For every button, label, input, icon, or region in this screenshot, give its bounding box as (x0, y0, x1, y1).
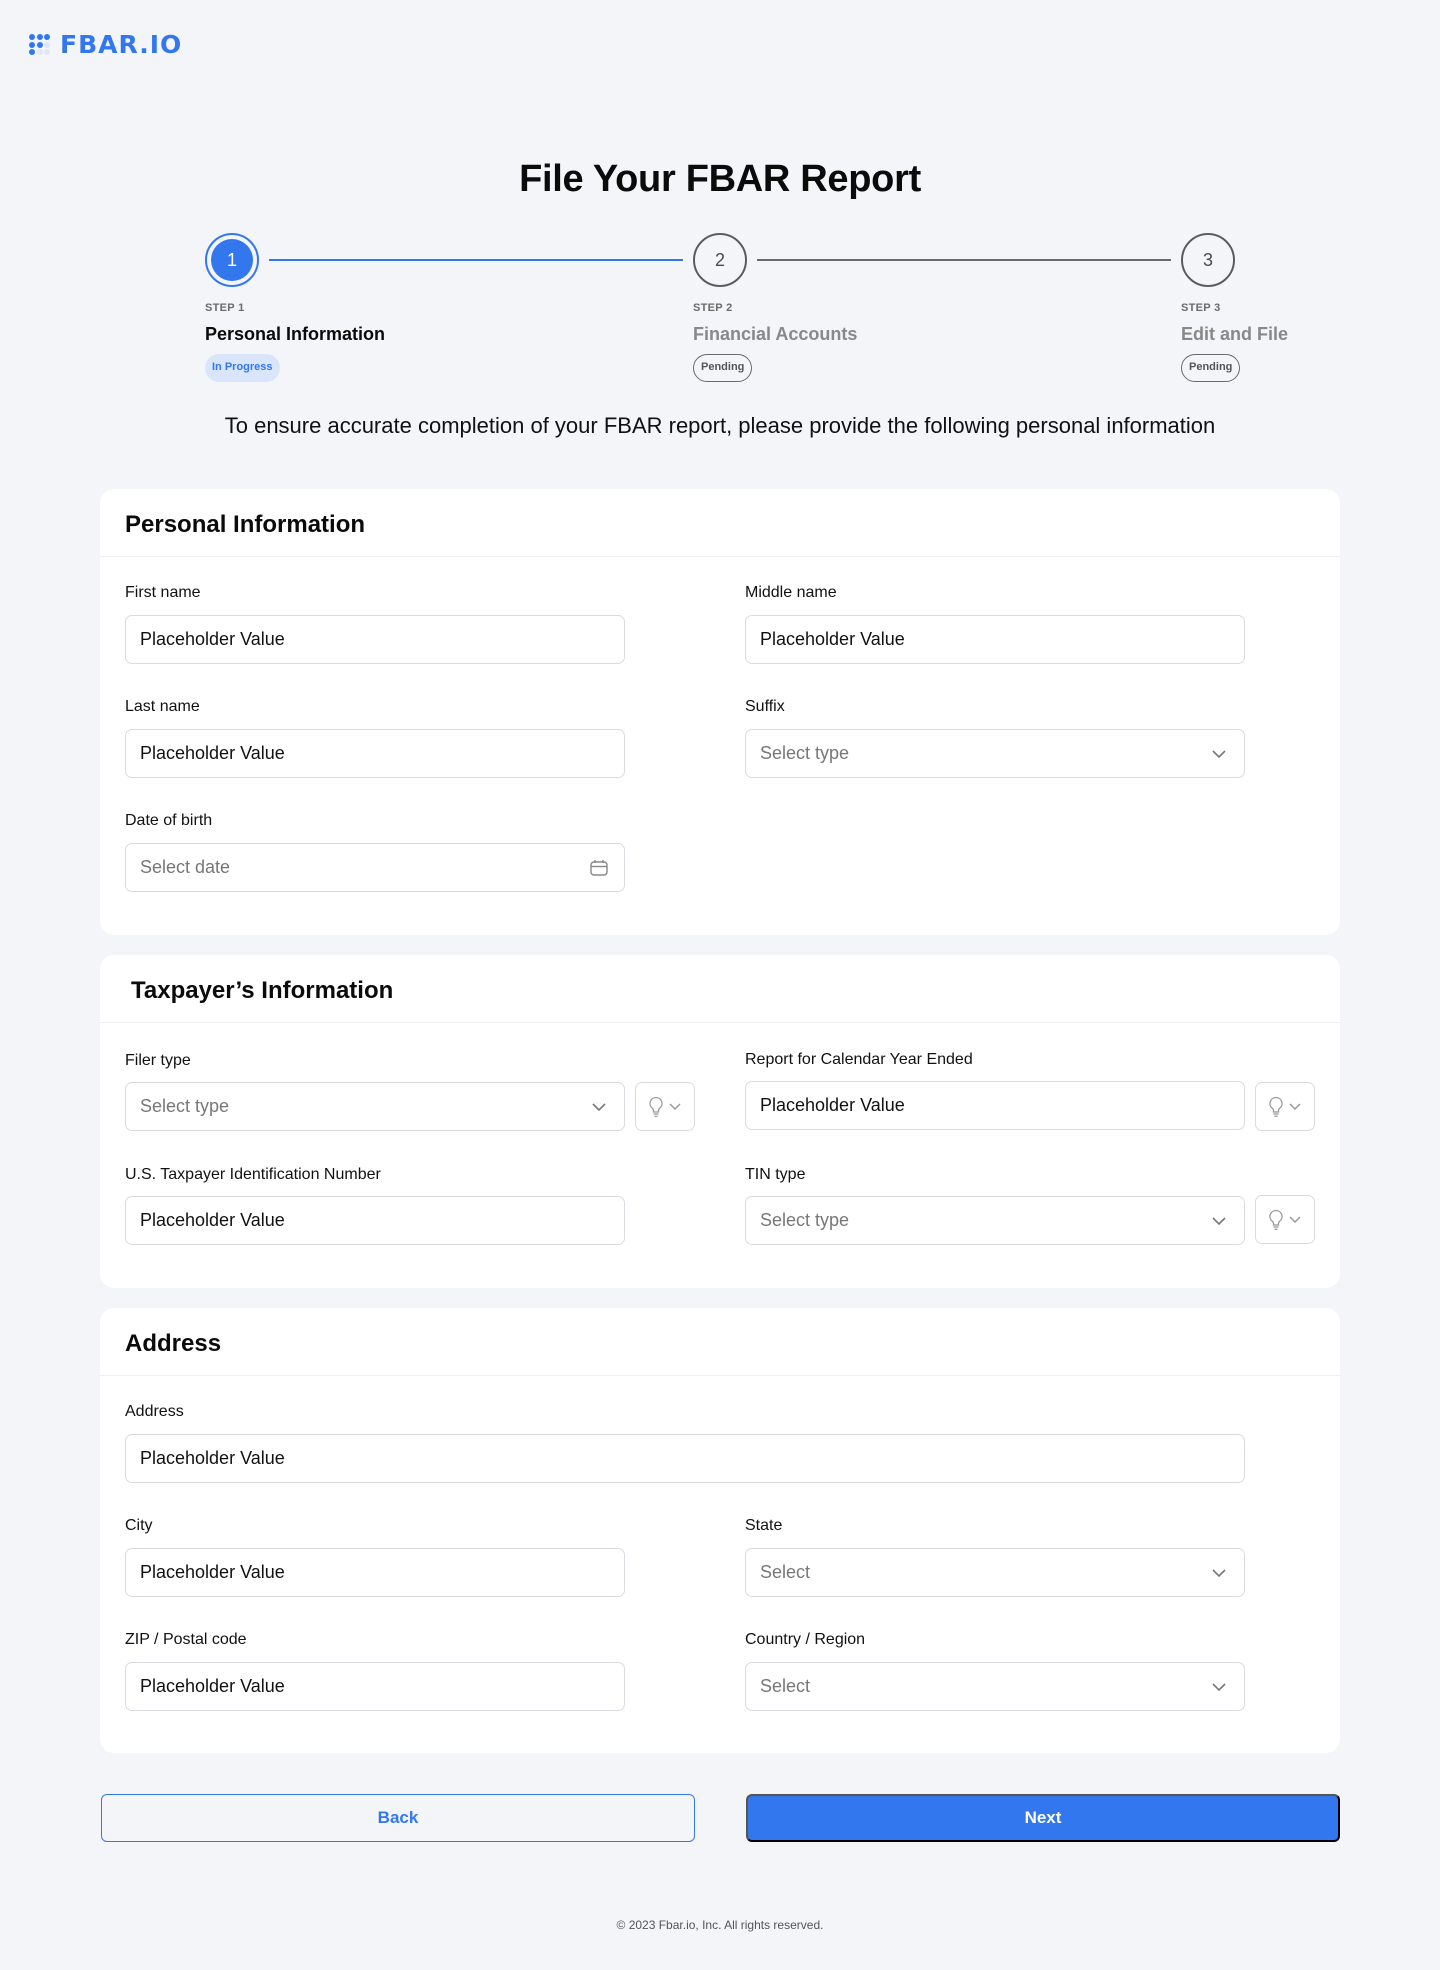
zip-input[interactable] (125, 1662, 625, 1711)
personal-information-card (100, 489, 1340, 935)
tin-type-select[interactable] (745, 1196, 1245, 1245)
tin-value: Placeholder Value (140, 1210, 285, 1230)
state-placeholder: Select (760, 1562, 811, 1582)
state-label: State (745, 1517, 783, 1534)
chevron-down-icon (1208, 1676, 1230, 1698)
country-select[interactable] (745, 1662, 1245, 1711)
card-title: Personal Information (125, 511, 366, 538)
card-header (100, 1308, 1340, 1376)
logo-dots-icon (29, 34, 50, 55)
taxpayer-information-card (100, 955, 1340, 1288)
chevron-down-icon (1208, 1210, 1230, 1232)
city-label: City (125, 1517, 153, 1534)
step-1-circle[interactable] (205, 233, 259, 287)
calendar-icon[interactable] (588, 857, 610, 879)
step-3-title: Edit and File (1181, 324, 1289, 344)
zip-label: ZIP / Postal code (125, 1631, 247, 1648)
suffix-placeholder: Select type (760, 743, 850, 763)
date-of-birth-label: Date of birth (125, 812, 213, 829)
back-button[interactable]: Back (101, 1794, 695, 1842)
step-1-status-badge: In Progress (205, 354, 280, 382)
card-title: Taxpayer’s Information (131, 977, 394, 1004)
lightbulb-icon (1268, 1096, 1284, 1118)
report-year-input[interactable] (745, 1081, 1245, 1130)
last-name-value: Placeholder Value (140, 743, 285, 763)
last-name-label: Last name (125, 698, 200, 715)
chevron-down-icon (668, 1102, 682, 1111)
city-input[interactable] (125, 1548, 625, 1597)
filer-type-hint-button[interactable] (635, 1082, 695, 1131)
step-1-title: Personal Information (205, 324, 386, 344)
report-year-value: Placeholder Value (760, 1095, 905, 1115)
footer-copyright: © 2023 Fbar.io, Inc. All rights reserved. (616, 1918, 824, 1932)
step-2-tag: STEP 2 (693, 302, 733, 314)
zip-value: Placeholder Value (140, 1676, 285, 1696)
middle-name-value: Placeholder Value (760, 629, 905, 649)
tin-type-placeholder: Select type (760, 1210, 850, 1230)
step-3-tag: STEP 3 (1181, 302, 1221, 314)
address-input[interactable] (125, 1434, 1245, 1483)
card-header (100, 489, 1340, 557)
card-header (100, 955, 1340, 1023)
suffix-label: Suffix (745, 698, 785, 715)
chevron-down-icon (1208, 1562, 1230, 1584)
lightbulb-icon (648, 1096, 664, 1118)
step-1-tag: STEP 1 (205, 302, 245, 314)
address-value: Placeholder Value (140, 1448, 285, 1468)
first-name-label: First name (125, 584, 201, 601)
report-year-hint-button[interactable] (1255, 1082, 1315, 1131)
filer-type-placeholder: Select type (140, 1096, 230, 1116)
logo-text: FBAR.IO (60, 30, 183, 59)
suffix-select[interactable] (745, 729, 1245, 778)
step-connector-1 (269, 259, 683, 261)
tin-type-label: TIN type (745, 1166, 806, 1183)
state-select[interactable] (745, 1548, 1245, 1597)
step-3-circle[interactable] (1181, 233, 1235, 287)
tin-input[interactable] (125, 1196, 625, 1245)
middle-name-input[interactable] (745, 615, 1245, 664)
middle-name-label: Middle name (745, 584, 837, 601)
report-year-label: Report for Calendar Year Ended (745, 1051, 973, 1068)
country-placeholder: Select (760, 1676, 811, 1696)
step-3-number: 3 (1202, 249, 1213, 270)
step-1-number: 1 (211, 239, 253, 281)
step-2-status-badge: Pending (693, 354, 752, 382)
last-name-input[interactable] (125, 729, 625, 778)
date-of-birth-picker[interactable] (125, 843, 625, 892)
chevron-down-icon (1208, 743, 1230, 765)
country-label: Country / Region (745, 1631, 866, 1648)
lightbulb-icon (1268, 1209, 1284, 1231)
card-title: Address (125, 1330, 222, 1357)
chevron-down-icon (1288, 1215, 1302, 1224)
first-name-value: Placeholder Value (140, 629, 285, 649)
chevron-down-icon (588, 1096, 610, 1118)
filer-type-label: Filer type (125, 1052, 191, 1069)
logo[interactable] (29, 30, 182, 59)
address-label: Address (125, 1403, 184, 1420)
city-value: Placeholder Value (140, 1562, 285, 1582)
page-subtitle: To ensure accurate completion of your FBAR report, please provide the following personal information (224, 413, 1216, 438)
address-card (100, 1308, 1340, 1753)
step-2-number: 2 (714, 249, 725, 270)
page-title: File Your FBAR Report (519, 158, 921, 200)
first-name-input[interactable] (125, 615, 625, 664)
filer-type-select[interactable] (125, 1082, 625, 1131)
date-of-birth-placeholder: Select date (140, 857, 231, 877)
tin-label: U.S. Taxpayer Identification Number (125, 1166, 381, 1183)
step-connector-2 (757, 259, 1171, 261)
next-button[interactable]: Next (746, 1794, 1340, 1842)
step-3-status-badge: Pending (1181, 354, 1240, 382)
chevron-down-icon (1288, 1102, 1302, 1111)
step-2-circle[interactable] (693, 233, 747, 287)
step-2-title: Financial Accounts (693, 324, 858, 344)
tin-type-hint-button[interactable] (1255, 1195, 1315, 1244)
